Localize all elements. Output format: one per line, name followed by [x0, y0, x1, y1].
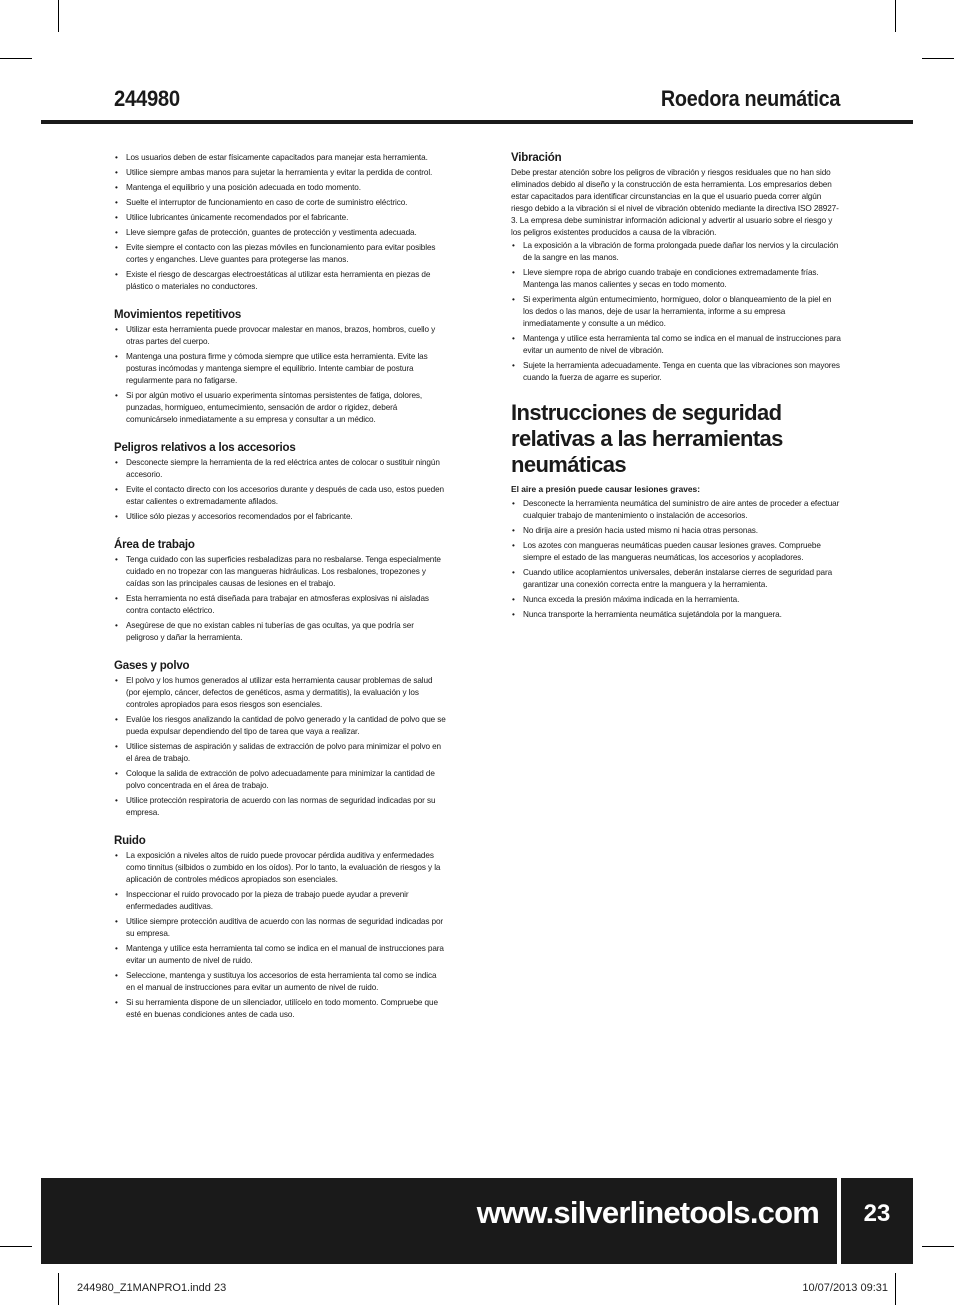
vibration-section [511, 152, 841, 384]
pneumatic-subheading: El aire a presión puede causar lesiones graves: [511, 484, 700, 494]
list-item: • Lleve siempre gafas de protección, guantes de protección y vestimenta adecuada. [114, 227, 446, 239]
list-item: • Mantenga una postura firme y cómoda siempre que utilice esta herramienta. Evite las posturas incómodas y mantenga siempre el equilibrio. Intente cambiar de postura regularmente para no fatigarse. [114, 351, 446, 387]
crop-mark [58, 0, 59, 32]
list-item: • Cuando utilice acoplamientos universales, deberán instalarse cierres de seguridad para garantizar una conexión correcta entre la manguera y la herramienta. [511, 567, 841, 591]
section-heading: Ruido [114, 835, 146, 847]
vibration-list [511, 240, 841, 384]
list-item: • Utilice siempre ambas manos para sujetar la herramienta y evitar la perdida de control. [114, 167, 446, 179]
list-item: • Evite el contacto directo con los accesorios durante y después de cada uso, estos pueden estar calientes o extremadamente afilados. [114, 484, 446, 508]
page-number: 23 [863, 1200, 891, 1227]
list-item: • Nunca exceda la presión máxima indicada en la herramienta. [511, 594, 841, 606]
list-item: • Mantenga y utilice esta herramienta tal como se indica en el manual de instrucciones para evitar un aumento de nivel de ruido. [114, 943, 446, 967]
list-item: • Si por algún motivo el usuario experimenta síntomas persistentes de fatiga, dolores, punzadas, hormigueo, entumecimiento, sensación de ardor o rigidez, deberá comunicárselo inmediatamente a su empresa y consultar a un médico. [114, 390, 446, 426]
list-item: • Sujete la herramienta adecuadamente. Tenga en cuenta que las vibraciones son mayores cuando la fuerza de agarre es superior. [511, 360, 841, 384]
list-item: • Suelte el interruptor de funcionamiento en caso de corte de suministro eléctrico. [114, 197, 446, 209]
crop-mark [895, 0, 896, 32]
bullet-list [114, 675, 446, 819]
list-item: • Los azotes con mangueras neumáticas pueden causar lesiones graves. Compruebe siempre el estado de las mangueras neumáticas, los accesorios y acopladores. [511, 540, 841, 564]
safety-section [114, 835, 446, 1021]
list-item: • Inspeccionar el ruido provocado por la pieza de trabajo puede ayudar a prevenir enfermedades auditivas. [114, 889, 446, 913]
section-heading: Vibración [511, 152, 562, 164]
website-url[interactable]: www.silverlinetools.com [476, 1195, 819, 1230]
list-item: • Los usuarios deben de estar físicamente capacitados para manejar esta herramienta. [114, 152, 446, 164]
list-item: • No dirija aire a presión hacia usted mismo ni hacia otras personas. [511, 525, 841, 537]
crop-mark [58, 1273, 59, 1305]
list-item: • Utilice siempre protección auditiva de acuerdo con las normas de seguridad indicadas por su empresa. [114, 916, 446, 940]
list-item: • Desconecte siempre la herramienta de la red eléctrica antes de colocar o sustituir ningún accesorio. [114, 457, 446, 481]
bullet-list [114, 554, 446, 644]
pneumatic-list [511, 498, 841, 621]
list-item: • Coloque la salida de extracción de polvo adecuadamente para minimizar la cantidad de polvo concentrada en el área de trabajo. [114, 768, 446, 792]
list-item: • Utilice sistemas de aspiración y salidas de extracción de polvo para minimizar el polvo en el área de trabajo. [114, 741, 446, 765]
list-item: • Evalúe los riesgos analizando la cantidad de polvo generado y la cantidad de polvo que se pueda expulsar dependiendo del tipo de tarea que vaya a realizar. [114, 714, 446, 738]
list-item: • Asegúrese de que no existan cables ni tuberías de gas ocultas, ya que podría ser peligroso y dañar la herramienta. [114, 620, 446, 644]
list-item: • La exposición a la vibración de forma prolongada puede dañar los nervios y la circulación de la sangre en las manos. [511, 240, 841, 264]
page-header [114, 86, 840, 114]
list-item: • Seleccione, mantenga y sustituya los accesorios de esta herramienta tal como se indica en el manual de instrucciones para evitar un aumento de nivel de ruido. [114, 970, 446, 994]
list-item: • Utilizar esta herramienta puede provocar malestar en manos, brazos, hombros, cuello y otras partes del cuerpo. [114, 324, 446, 348]
list-item: • Lleve siempre ropa de abrigo cuando trabaje en condiciones extremadamente frías. Mantenga las manos calientes y secas en todo momento. [511, 267, 841, 291]
header-divider [41, 120, 913, 124]
intro-section [114, 152, 446, 293]
left-column [114, 152, 446, 1037]
crop-mark [922, 58, 954, 59]
list-item: • Mantenga el equilibrio y una posición adecuada en todo momento. [114, 182, 446, 194]
footer-bar [41, 1178, 837, 1264]
section-heading: Peligros relativos a los accesorios [114, 442, 296, 454]
list-item: • Utilice protección respiratoria de acuerdo con las normas de seguridad indicadas por su empresa. [114, 795, 446, 819]
slug-file: 244980_Z1MANPRO1.indd 23 [77, 1282, 227, 1294]
crop-mark [922, 1246, 954, 1247]
bullet-list [114, 850, 446, 1021]
right-column [511, 152, 841, 624]
list-item: • Desconecte la herramienta neumática del suministro de aire antes de proceder a efectuar cualquier trabajo de mantenimiento o instalación de accesorios. [511, 498, 841, 522]
intro-list [114, 152, 446, 293]
list-item: • Utilice sólo piezas y accesorios recomendados por el fabricante. [114, 511, 446, 523]
page-title: Roedora neumática [660, 86, 840, 111]
list-item: • Evite siempre el contacto con las piezas móviles en funcionamiento para evitar posibles cortes y enganches. Lleve guantes para protegerse las manos. [114, 242, 446, 266]
section-heading: Movimientos repetitivos [114, 309, 242, 321]
list-item: • Mantenga y utilice esta herramienta tal como se indica en el manual de instrucciones para evitar un aumento de nivel de vibración. [511, 333, 841, 357]
list-item: • Si su herramienta dispone de un silenciador, utilícelo en todo momento. Compruebe que esté en buenas condiciones antes de cada uso. [114, 997, 446, 1021]
list-item: • El polvo y los humos generados al utilizar esta herramienta causar problemas de salud (por ejemplo, cáncer, defectos de genéticos, asma y dermatitis), la evaluación y los controles apropiados para esos riesgos son esenciales. [114, 675, 446, 711]
crop-mark [0, 1246, 32, 1247]
list-item: • Tenga cuidado con las superficies resbaladizas para no resbalarse. Tenga especialmente cuidado en no tropezar con las mangueras hidráulicas. Los resbalones, tropezones y caídas son las principales causas de lesiones en el trabajo. [114, 554, 446, 590]
safety-section [114, 442, 446, 523]
section-heading: Gases y polvo [114, 660, 190, 672]
list-item: • Si experimenta algún entumecimiento, hormigueo, dolor o blanqueamiento de la piel en los dedos o las manos, deje de usar la herramienta, informe a su empresa inmediatamente y consulte a un médico. [511, 294, 841, 330]
bullet-list [114, 457, 446, 523]
bullet-list [114, 324, 446, 426]
safety-section [114, 660, 446, 819]
product-code: 244980 [114, 86, 180, 111]
page-number-box [841, 1178, 913, 1264]
slug-date: 10/07/2013 09:31 [802, 1282, 888, 1294]
list-item: • La exposición a niveles altos de ruido puede provocar pérdida auditiva y enfermedades como tinnitus (silbidos o zumbido en los oídos). Por lo tanto, la evaluación de riesgos y la aplicación de controles médicos apropiados son esenciales. [114, 850, 446, 886]
list-item: • Esta herramienta no está diseñada para trabajar en atmosferas explosivas ni aisladas contra contacto eléctrico. [114, 593, 446, 617]
crop-mark [0, 58, 32, 59]
list-item: • Existe el riesgo de descargas electroestáticas al utilizar esta herramienta en piezas de plástico o materiales no conductores. [114, 269, 446, 293]
pneumatic-section [511, 400, 841, 621]
left-sections [114, 309, 446, 1021]
safety-section [114, 539, 446, 644]
list-item: • Nunca transporte la herramienta neumática sujetándola por la manguera. [511, 609, 841, 621]
list-item: • Utilice lubricantes únicamente recomendados por el fabricante. [114, 212, 446, 224]
vibration-intro: Debe prestar atención sobre los peligros de vibración y riesgos residuales que no han sido eliminados debido al diseño y la construcción de esta herramienta. Los empresarios deben estar capacitados para identificar circunstancias en la que el usuario pueda correr algún riesgo debido a la vibración si el nivel de vibración obtenido mediante la directiva ISO 28927-3. La empresa debe suministrar información adicional y advertir al usuario sobre el riesgo y los peligros existentes producidos a causa de la vibración. [511, 168, 839, 237]
pneumatic-heading: Instrucciones de seguridad relativas a las herramientas neumáticas [511, 400, 783, 477]
crop-mark [895, 1273, 896, 1305]
safety-section [114, 309, 446, 426]
section-heading: Área de trabajo [114, 539, 195, 551]
